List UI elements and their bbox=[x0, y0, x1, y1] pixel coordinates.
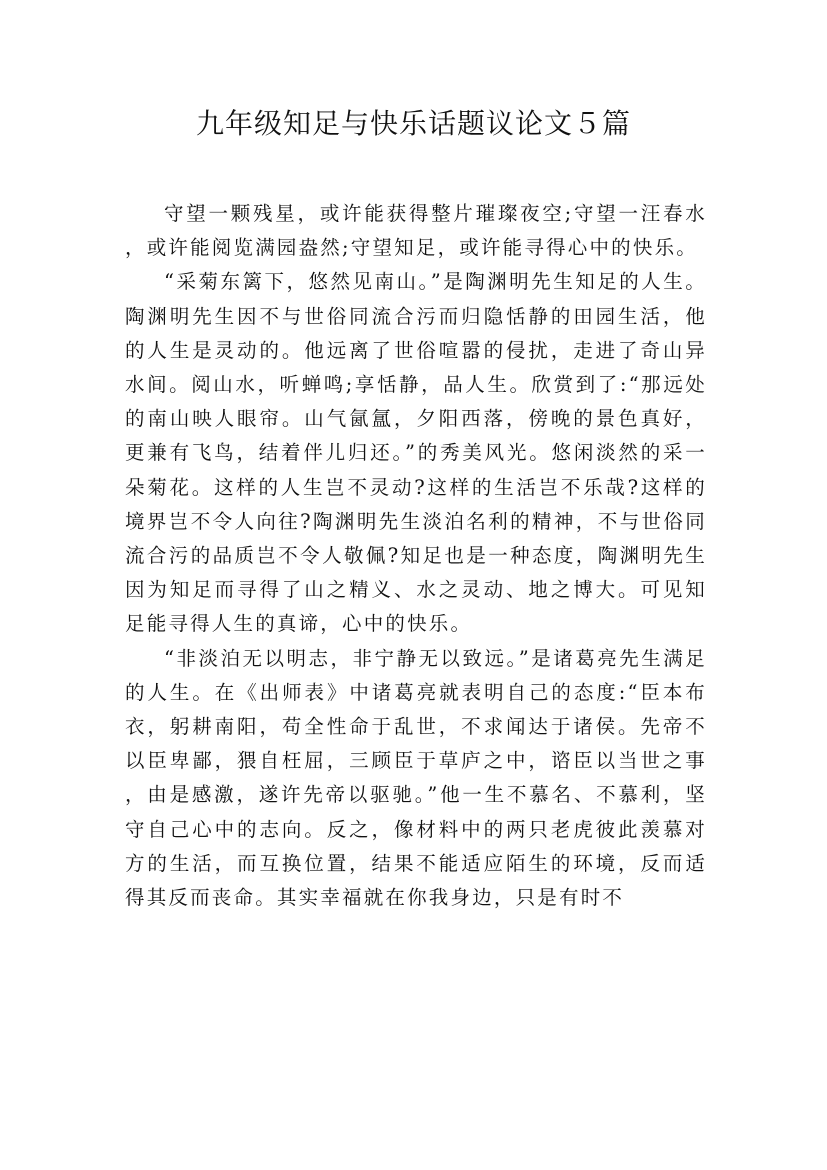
paragraph-intro: 守望一颗残星，或许能获得整片璀璨夜空;守望一汪春水，或许能阅览满园盎然;守望知足，或许能寻得心中的快乐。 bbox=[125, 202, 707, 260]
document-body bbox=[125, 197, 707, 915]
paragraph-tao-yuanming: “采菊东篱下，悠然见南山。”是陶渊明先生知足的人生。陶渊明先生因不与世俗同流合污而归隐恬静的田园生活，他的人生是灵动的。他远离了世俗喧嚣的侵扰，走进了奇山异水间。阅山水，听蝉鸣;享恬静，品人生。欣赏到了:“那远处的南山映人眼帘。山气氤氲，夕阳西落，傍晚的景色真好，更兼有飞鸟，结着伴儿归还。”的秀美风光。悠闲淡然的采一朵菊花。这样的人生岂不灵动?这样的生活岂不乐哉?这样的境界岂不令人向往?陶渊明先生淡泊名利的精神，不与世俗同流合污的品质岂不令人敬佩?知足也是一种态度，陶渊明先生因为知足而寻得了山之精义、水之灵动、地之博大。可见知足能寻得人生的真谛，心中的快乐。 bbox=[125, 270, 707, 636]
document-title: 九年级知足与快乐话题议论文５篇 bbox=[195, 107, 631, 140]
paragraph-zhuge-liang: “非淡泊无以明志，非宁静无以致远。”是诸葛亮先生满足的人生。在《出师表》中诸葛亮就表明自己的态度:“臣本布衣，躬耕南阳，苟全性命于乱世，不求闻达于诸侯。先帝不以臣卑鄙，猥自枉屈，三顾臣于草庐之中，谘臣以当世之事，由是感激，遂许先帝以驱驰。”他一生不慕名、不慕利，坚守自己心中的志向。反之，像材料中的两只老虎彼此羡慕对方的生活，而互换位置，结果不能适应陌生的环境，反而适得其反而丧命。其实幸福就在你我身边，只是有时不 bbox=[125, 646, 707, 910]
